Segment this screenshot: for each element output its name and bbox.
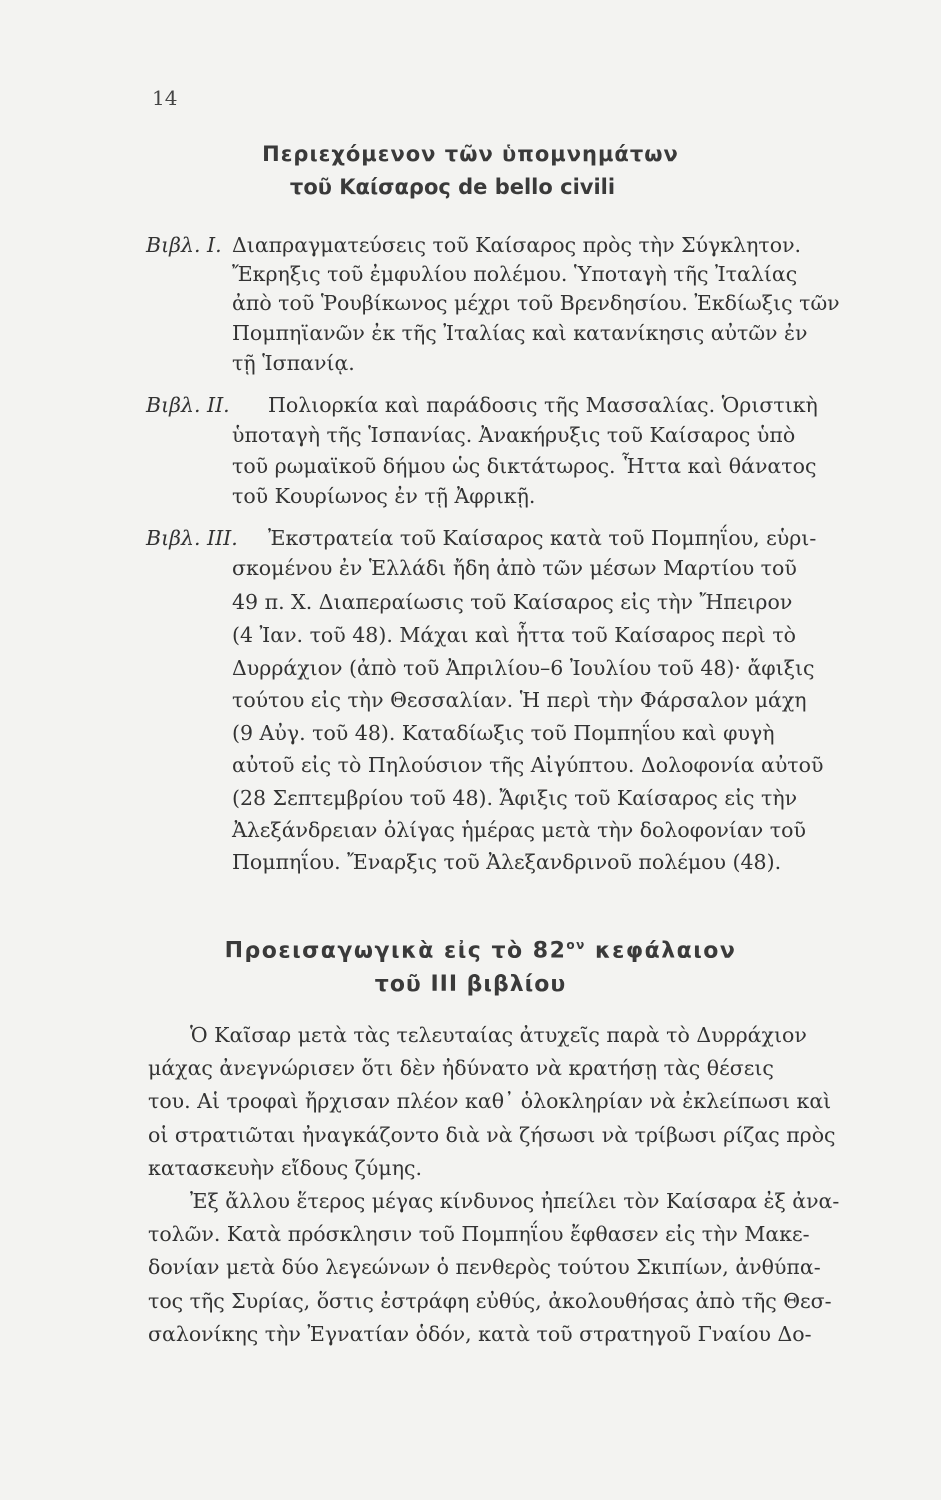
book1-line: Ἔκρηξις τοῦ ἐμφυλίου πολέμου. Ὑποταγὴ τῆς Ἰταλίας: [232, 262, 798, 286]
body-line: δονίαν μετὰ δύο λεγεώνων ὁ πενθερὸς τούτου Σκιπίων, ἀνθύπα-: [148, 1255, 821, 1279]
body-line: κατασκευὴν εἴδους ζύμης.: [148, 1156, 422, 1180]
ordinal-superscript: ον: [566, 938, 586, 952]
book2-line: ὑποταγὴ τῆς Ἱσπανίας. Ἀνακήρυξις τοῦ Καίσαρος ὑπὸ: [232, 423, 796, 447]
book3-line: Ἀλεξάνδρειαν ὀλίγας ἡμέρας μετὰ τὴν δολοφονίαν τοῦ: [232, 818, 806, 842]
book2-label: Βιβλ. ΙΙ.: [146, 393, 230, 417]
body-line: του. Αἱ τροφαὶ ἤρχισαν πλέον καθ᾽ ὁλοκληρίαν νὰ ἐκλείπωσι καὶ: [148, 1089, 832, 1113]
book1-line: ἀπὸ τοῦ Ῥουβίκωνος μέχρι τοῦ Βρενδησίου. Ἐκδίωξις τῶν: [232, 291, 840, 315]
introductory-heading-line2: τοῦ ΙΙΙ βιβλίου: [374, 972, 567, 997]
body-line: τολῶν. Κατὰ πρόσκλησιν τοῦ Πομπηΐου ἔφθασεν εἰς τὴν Μακε-: [148, 1222, 810, 1246]
book3-line: σκομένου ἐν Ἑλλάδι ἤδη ἀπὸ τῶν μέσων Μαρτίου τοῦ: [232, 556, 797, 580]
contents-heading-line2: τοῦ Καίσαρος de bello civili: [289, 175, 616, 199]
body-line: μάχας ἀνεγνώρισεν ὅτι δὲν ἠδύνατο νὰ κρατήσῃ τὰς θέσεις: [148, 1056, 774, 1080]
book3-line: Δυρράχιον (ἀπὸ τοῦ Ἀπριλίου–6 Ἰουλίου τοῦ 48)· ἄφιξις: [232, 656, 815, 680]
book2-line: τοῦ Κουρίωνος ἐν τῇ Ἀφρικῇ.: [232, 484, 536, 508]
introductory-heading-text: Προεισαγωγικὰ εἰς τὸ 82: [224, 938, 567, 964]
introductory-heading-line1: [10, 938, 941, 963]
book3-line: 49 π. Χ. Διαπεραίωσις τοῦ Καίσαρος εἰς τὴν Ἤπειρον: [232, 590, 793, 614]
body-line: Ἐξ ἄλλου ἕτερος μέγας κίνδυνος ἠπείλει τὸν Καίσαρα ἐξ ἀνα-: [190, 1189, 840, 1213]
body-line: οἱ στρατιῶται ἠναγκάζοντο διὰ νὰ ζήσωσι νὰ τρίβωσι ρίζας πρὸς: [148, 1123, 836, 1147]
book1-line: Διαπραγματεύσεις τοῦ Καίσαρος πρὸς τὴν Σύγκλητον.: [232, 233, 802, 257]
book2-line: Πολιορκία καὶ παράδοσις τῆς Μασσαλίας. Ὁριστικὴ: [268, 393, 818, 417]
book3-line: Πομπηΐου. Ἔναρξις τοῦ Ἀλεξανδρινοῦ πολέμου (48).: [232, 850, 782, 874]
book3-line: αὐτοῦ εἰς τὸ Πηλούσιον τῆς Αἰγύπτου. Δολοφονία αὐτοῦ: [232, 753, 824, 777]
book1-line: τῇ Ἱσπανίᾳ.: [232, 351, 355, 375]
book2-line: τοῦ ρωμαϊκοῦ δήμου ὡς δικτάτωρος. Ἧττα καὶ θάνατος: [232, 454, 817, 478]
book3-line: (9 Αὐγ. τοῦ 48). Καταδίωξις τοῦ Πομπηΐου καὶ φυγὴ: [232, 721, 775, 745]
body-line: τος τῆς Συρίας, ὅστις ἐστράφη εὐθύς, ἀκολουθήσας ἀπὸ τῆς Θεσ-: [148, 1289, 832, 1313]
book3-line: (4 Ἰαν. τοῦ 48). Μάχαι καὶ ἧττα τοῦ Καίσαρος περὶ τὸ: [232, 623, 797, 647]
introductory-heading-text-end: κεφάλαιον: [585, 938, 737, 964]
body-line: Ὁ Καῖσαρ μετὰ τὰς τελευταίας ἀτυχεῖς παρὰ τὸ Δυρράχιον: [190, 1023, 807, 1047]
contents-heading-line1: Περιεχόμενον τῶν ὑπομνημάτων: [262, 142, 679, 166]
body-line: σαλονίκης τὴν Ἐγνατίαν ὁδόν, κατὰ τοῦ στρατηγοῦ Γναίου Δο-: [148, 1322, 812, 1346]
book1-line: Πομπηϊανῶν ἐκ τῆς Ἰταλίας καὶ κατανίκησις αὐτῶν ἐν: [232, 321, 808, 345]
book3-line: τούτου εἰς τὴν Θεσσαλίαν. Ἡ περὶ τὴν Φάρσαλον μάχη: [232, 688, 807, 712]
book3-label: Βιβλ. ΙΙΙ.: [146, 526, 238, 550]
page-number: 14: [152, 86, 178, 110]
book3-line: Ἐκστρατεία τοῦ Καίσαρος κατὰ τοῦ Πομπηΐου, εὑρι-: [268, 526, 817, 550]
book3-line: (28 Σεπτεμβρίου τοῦ 48). Ἄφιξις τοῦ Καίσαρος εἰς τὴν: [232, 786, 798, 810]
book1-label: Βιβλ. Ι.: [146, 233, 222, 257]
